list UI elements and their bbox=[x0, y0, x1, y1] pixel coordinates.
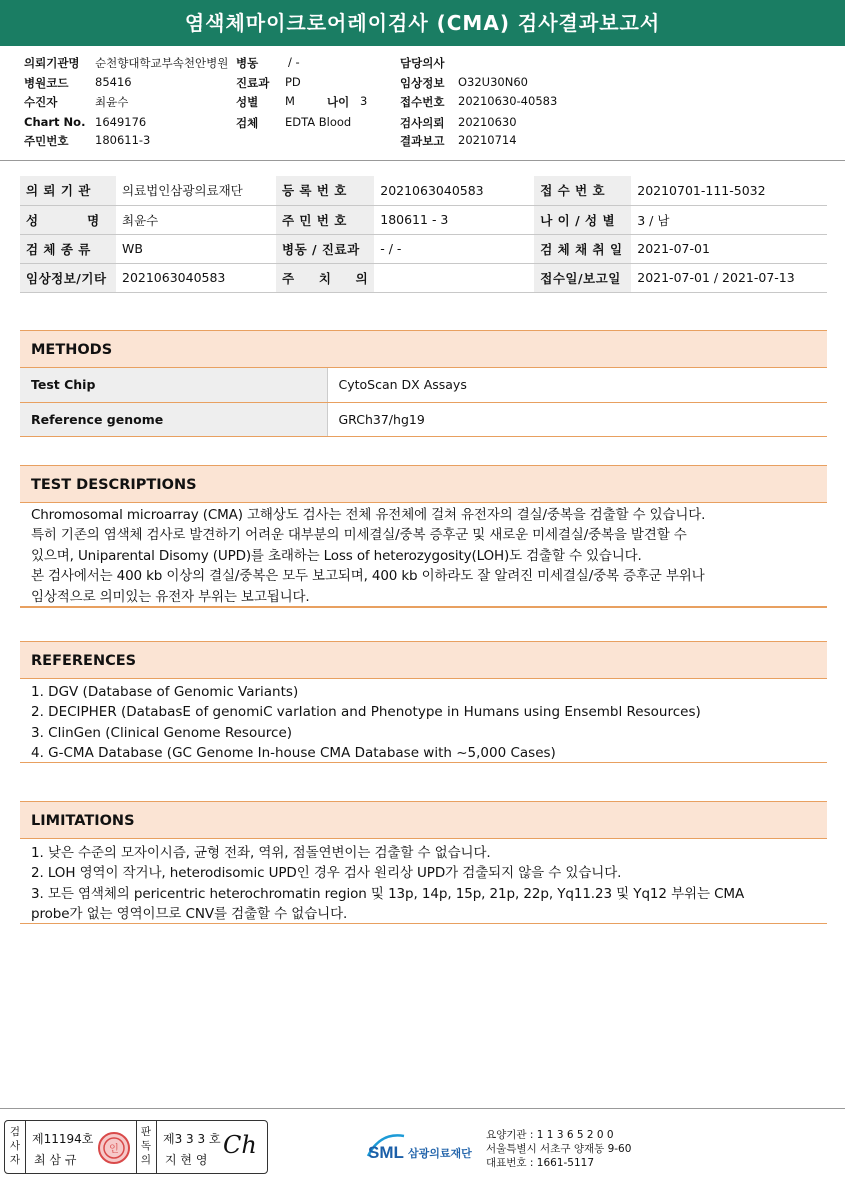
header-label: 검체 bbox=[236, 116, 259, 130]
limitations-heading: LIMITATIONS bbox=[20, 801, 827, 839]
stamp-icon bbox=[97, 1131, 131, 1165]
footer-divider bbox=[0, 1108, 845, 1109]
address: 서울특별시 서초구 양재동 9-60 bbox=[486, 1143, 632, 1155]
info-key: 주 민 번 호 bbox=[276, 205, 374, 234]
paragraph-line: Chromosomal microarray (CMA) 고해상도 검사는 전체 유전체에 걸쳐 유전자의 결실/중복을 검출할 수 있습니다. bbox=[31, 507, 706, 523]
section-divider bbox=[20, 923, 827, 924]
info-key: 나 이 / 성 별 bbox=[534, 205, 631, 234]
info-value: 의료법인삼광의료재단 bbox=[116, 176, 276, 205]
logo-text: SML bbox=[368, 1143, 404, 1162]
signature-icon: Ch bbox=[223, 1131, 257, 1159]
list-item: 1. DGV (Database of Genomic Variants) bbox=[31, 684, 299, 700]
paragraph-line: 특히 기존의 염색체 검사로 발견하기 어려운 대부분의 미세결실/중복 증후군 및 새로운 미세결실/중복을 발견할 수 bbox=[31, 527, 687, 544]
header-label: 수진자 bbox=[24, 95, 58, 109]
info-key: 임상정보/기타 bbox=[20, 263, 116, 292]
header-label: Chart No. bbox=[24, 115, 86, 129]
info-key: 의 뢰 기 관 bbox=[20, 176, 116, 205]
signature-box bbox=[4, 1120, 268, 1174]
references-list bbox=[31, 682, 821, 764]
info-value: 3 / 남 bbox=[631, 205, 827, 234]
organization-address bbox=[486, 1128, 631, 1170]
header-label: 병원코드 bbox=[24, 76, 69, 90]
paragraph-line: 있으며, Uniparental Disomy (UPD)를 초래하는 Loss of heterozygosity(LOH)도 검출할 수 있습니다. bbox=[31, 547, 642, 564]
info-key: 접수일/보고일 bbox=[534, 263, 631, 292]
sml-logo-icon bbox=[366, 1128, 478, 1168]
stamp-text: 인 bbox=[109, 1144, 119, 1155]
list-item: 3. ClinGen (Clinical Genome Resource) bbox=[31, 724, 293, 741]
inspector-license: 제11194호 bbox=[32, 1132, 94, 1146]
reviewer-name: 지 현 영 bbox=[165, 1153, 208, 1167]
info-key: 병동 / 진료과 bbox=[276, 234, 374, 263]
header-label: 접수번호 bbox=[400, 95, 445, 109]
methods-key: Test Chip bbox=[20, 368, 327, 402]
organization-logo bbox=[366, 1128, 478, 1172]
references-heading: REFERENCES bbox=[20, 641, 827, 679]
header-label: 진료과 bbox=[236, 76, 270, 90]
header-value: / - bbox=[288, 55, 300, 69]
info-value: WB bbox=[116, 234, 276, 263]
section-divider bbox=[20, 762, 827, 763]
list-item: 3. 모든 염색체의 pericentric heterochromatin region 및 13p, 14p, 15p, 21p, 22p, Yq11.23 및 Yq12 부위는 CMA bbox=[31, 885, 745, 902]
header-value: 20210714 bbox=[458, 133, 517, 147]
info-key: 성 명 bbox=[20, 205, 116, 234]
info-value: 180611 - 3 bbox=[374, 205, 534, 234]
methods-value: CytoScan DX Assays bbox=[327, 368, 827, 402]
table-row bbox=[20, 402, 827, 436]
info-key: 주 치 의 bbox=[276, 263, 374, 292]
info-key: 등 록 번 호 bbox=[276, 176, 374, 205]
methods-value: GRCh37/hg19 bbox=[327, 402, 827, 436]
header-value: M bbox=[285, 94, 295, 108]
inspector-label: 검사자 bbox=[9, 1126, 21, 1166]
info-value: 2021063040583 bbox=[116, 263, 276, 292]
list-item: probe가 없는 영역이므로 CNV를 검출할 수 없습니다. bbox=[31, 906, 348, 923]
header-label: 결과보고 bbox=[400, 134, 445, 148]
header-label: 의뢰기관명 bbox=[24, 56, 80, 70]
header-label: 나이 bbox=[327, 95, 350, 109]
header-label: 검사의뢰 bbox=[400, 116, 445, 130]
info-value: - / - bbox=[374, 234, 534, 263]
header-value: 3 bbox=[360, 94, 368, 108]
header-value: EDTA Blood bbox=[285, 115, 352, 129]
info-value: 최윤수 bbox=[116, 205, 276, 234]
table-row bbox=[20, 234, 827, 263]
table-row bbox=[20, 176, 827, 205]
test-descriptions-heading: TEST DESCRIPTIONS bbox=[20, 465, 827, 503]
table-row bbox=[20, 263, 827, 292]
care-institution: 요양기관 : 1 1 3 6 5 2 0 0 bbox=[486, 1129, 614, 1141]
header-value: 85416 bbox=[95, 75, 132, 89]
header-divider bbox=[0, 160, 845, 161]
org-name: 삼광의료재단 bbox=[408, 1147, 472, 1160]
info-value: 20210701-111-5032 bbox=[631, 176, 827, 205]
reviewer-license: 제3 3 3 호 bbox=[163, 1132, 221, 1146]
divider bbox=[136, 1121, 137, 1173]
header-label: 성별 bbox=[236, 95, 259, 109]
info-key: 검 체 채 취 일 bbox=[534, 234, 631, 263]
info-key: 검 체 종 류 bbox=[20, 234, 116, 263]
header-value: PD bbox=[285, 75, 301, 89]
header-value: 순천향대학교부속천안병원 bbox=[95, 56, 229, 70]
methods-heading: METHODS bbox=[20, 330, 827, 368]
table-row bbox=[20, 368, 827, 402]
header-label: 병동 bbox=[236, 56, 259, 70]
inspector-name: 최 삼 규 bbox=[34, 1153, 77, 1167]
list-item: 2. LOH 영역이 작거나, heterodisomic UPD인 경우 검사 원리상 UPD가 검출되지 않을 수 있습니다. bbox=[31, 865, 622, 882]
table-row bbox=[20, 205, 827, 234]
header-label: 담당의사 bbox=[400, 56, 445, 70]
list-item: 2. DECIPHER (DatabasE of genomiC varIation and Phenotype in Humans using Ensembl Resources) bbox=[31, 704, 701, 721]
header-value: 180611-3 bbox=[95, 133, 151, 147]
reviewer-label: 판독의 bbox=[140, 1126, 152, 1166]
methods-key: Reference genome bbox=[20, 402, 327, 436]
phone: 대표번호 : 1661-5117 bbox=[486, 1157, 595, 1169]
info-value bbox=[374, 263, 534, 292]
patient-info-table bbox=[20, 176, 827, 293]
header-label: 주민번호 bbox=[24, 134, 69, 148]
header-value: 1649176 bbox=[95, 115, 147, 129]
header-value: O32U30N60 bbox=[458, 75, 528, 89]
info-key: 접 수 번 호 bbox=[534, 176, 631, 205]
header-value: 20210630 bbox=[458, 115, 517, 129]
report-title: 염색체마이크로어레이검사 (CMA) 검사결과보고서 bbox=[0, 0, 845, 46]
info-value: 2021-07-01 / 2021-07-13 bbox=[631, 263, 827, 292]
test-descriptions-body bbox=[31, 505, 821, 607]
info-value: 2021063040583 bbox=[374, 176, 534, 205]
header-label: 임상정보 bbox=[400, 76, 445, 90]
section-divider bbox=[20, 606, 827, 608]
paragraph-line: 본 검사에서는 400 kb 이상의 결실/중복은 모두 보고되며, 400 kb 이하라도 잘 알려진 미세결실/중복 증후군 부위나 bbox=[31, 568, 705, 585]
divider bbox=[156, 1121, 157, 1173]
paragraph-line: 임상적으로 의미있는 유전자 부위는 보고됩니다. bbox=[31, 588, 310, 605]
list-item: 4. G-CMA Database (GC Genome In-house CMA Database with ~5,000 Cases) bbox=[31, 745, 556, 762]
list-item: 1. 낮은 수준의 모자이시즘, 균형 전좌, 역위, 점돌연변이는 검출할 수 없습니다. bbox=[31, 845, 491, 861]
header-value: 20210630-40583 bbox=[458, 94, 558, 108]
divider bbox=[25, 1121, 26, 1173]
info-value: 2021-07-01 bbox=[631, 234, 827, 263]
limitations-list bbox=[31, 843, 821, 925]
header-value: 최윤수 bbox=[95, 95, 129, 109]
methods-table bbox=[20, 368, 827, 437]
